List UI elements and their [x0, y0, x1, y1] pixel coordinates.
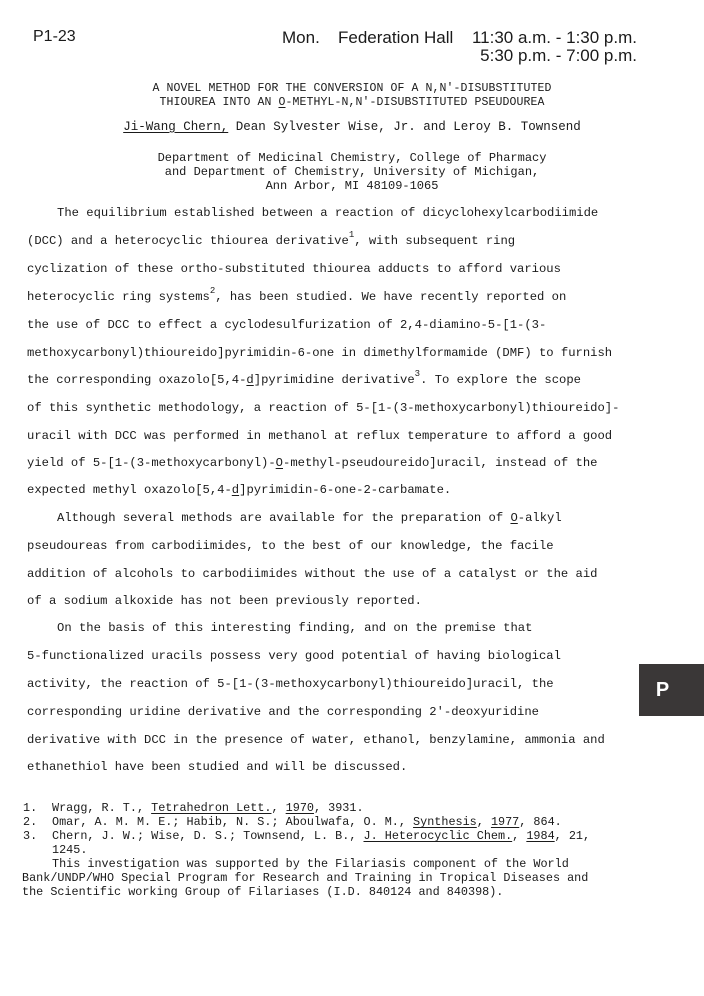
poster-id: P1-23 — [33, 28, 76, 45]
body-line — [27, 230, 516, 248]
body-line: The equilibrium established between a reaction of dicyclohexylcarbodiimide — [57, 206, 599, 220]
reference-pages: , 864. — [519, 815, 562, 829]
body-line: the use of DCC to effect a cyclodesulfurization of 2,4-diamino-5-[1-(3- — [27, 318, 547, 332]
reference-marker: 1 — [348, 230, 355, 240]
affiliation-line: Department of Medicinal Chemistry, College of Pharmacy — [157, 151, 547, 165]
reference-year: 1970 — [285, 801, 314, 815]
title-text: -METHYL-N,N'-DISUBSTITUTED PSEUDOUREA — [285, 96, 545, 109]
body-text: (DCC) and a heterocyclic thiourea derivative — [27, 234, 349, 248]
body-line: uracil with DCC was performed in methanol at reflux temperature to afford a good — [27, 429, 613, 443]
reference-journal: Tetrahedron Lett. — [151, 801, 272, 815]
body-text: , with subsequent ring — [354, 234, 516, 248]
affiliation-line: Ann Arbor, MI 48109-1065 — [265, 179, 439, 193]
body-line: On the basis of this interesting finding, and on the premise that — [57, 621, 533, 635]
reference-number: 1. — [23, 801, 38, 815]
session-venue: Federation Hall — [338, 28, 454, 47]
body-line: activity, the reaction of 5-[1-(3-methoxycarbonyl)thioureido]uracil, the — [27, 677, 554, 691]
body-text: . To explore the scope — [420, 373, 581, 387]
body-text: , has been studied. We have recently reported on — [215, 290, 567, 304]
section-tab-label: P — [655, 678, 670, 701]
body-line: cyclization of these ortho-substituted thiourea adducts to afford various — [27, 262, 561, 276]
body-text: the corresponding oxazolo[5,4- — [27, 373, 247, 387]
coauthors: Dean Sylvester Wise, Jr. and Leroy B. Townsend — [228, 120, 581, 134]
reference-authors: Omar, A. M. M. E.; Habib, N. S.; Aboulwafa, O. M., — [52, 815, 414, 829]
title-text: THIOUREA INTO AN — [159, 96, 279, 109]
reference-marker: 3 — [414, 369, 421, 379]
reference-authors: Wragg, R. T., — [52, 801, 152, 815]
reference-pages: , 21, — [554, 829, 591, 843]
body-line — [27, 286, 567, 304]
session-time-1: 11:30 a.m. - 1:30 p.m. — [471, 28, 637, 47]
separator: , — [512, 829, 527, 843]
body-text: ]pyrimidin-6-one-2-carbamate. — [239, 483, 452, 497]
body-line — [27, 483, 451, 497]
body-line — [27, 369, 581, 387]
italic-o: O — [275, 456, 283, 470]
body-line: of this synthetic methodology, a reaction of 5-[1-(3-methoxycarbonyl)thioureido]- — [27, 401, 620, 415]
body-text: Although several methods are available for the preparation of — [57, 511, 511, 525]
session-time-2: 5:30 p.m. - 7:00 p.m. — [480, 46, 637, 65]
reference-item — [52, 829, 590, 843]
author-list — [0, 120, 704, 134]
separator: , — [476, 815, 491, 829]
body-line: pseudoureas from carbodiimides, to the best of our knowledge, the facile — [27, 539, 554, 553]
body-line: ethanethiol have been studied and will be discussed. — [27, 760, 408, 774]
reference-journal: Synthesis — [413, 815, 477, 829]
body-text: heterocyclic ring systems — [27, 290, 210, 304]
reference-journal: J. Heterocyclic Chem. — [363, 829, 513, 843]
body-text: -methyl-pseudoureido]uracil, instead of the — [283, 456, 598, 470]
reference-year: 1977 — [490, 815, 520, 829]
body-line — [57, 511, 562, 525]
acknowledgment-line: Bank/UNDP/WHO Special Program for Research and Training in Tropical Diseases and — [22, 871, 589, 885]
reference-authors: Chern, J. W.; Wise, D. S.; Townsend, L. B., — [52, 829, 364, 843]
body-text: yield of 5-[1-(3-methoxycarbonyl)- — [27, 456, 276, 470]
section-tab — [639, 664, 704, 716]
session-day: Mon. — [282, 28, 320, 47]
body-line: of a sodium alkoxide has not been previously reported. — [27, 594, 422, 608]
body-line: methoxycarbonyl)thioureido]pyrimidin-6-one in dimethylformamide (DMF) to furnish — [27, 346, 613, 360]
italic-d: d — [231, 483, 240, 497]
reference-marker: 2 — [209, 286, 216, 296]
reference-item — [52, 801, 364, 815]
title-italic-o: O — [278, 96, 286, 109]
reference-year: 1984 — [526, 829, 555, 843]
reference-continuation: 1245. — [52, 843, 88, 857]
affiliation-line: and Department of Chemistry, University of Michigan, — [164, 165, 540, 179]
acknowledgment-line: the Scientific working Group of Filariases (I.D. 840124 and 840398). — [22, 885, 504, 899]
body-line: corresponding uridine derivative and the corresponding 2'-deoxyuridine — [27, 705, 539, 719]
presenting-author: Ji-Wang Chern, — [123, 120, 229, 134]
reference-number: 2. — [23, 815, 38, 829]
body-line: 5-functionalized uracils possess very good potential of having biological — [27, 649, 561, 663]
body-line: derivative with DCC in the presence of water, ethanol, benzylamine, ammonia and — [27, 733, 605, 747]
italic-d: d — [246, 373, 254, 387]
reference-pages: , 3931. — [313, 801, 364, 815]
body-text: -alkyl — [517, 511, 562, 525]
italic-o: O — [510, 511, 518, 525]
reference-item — [52, 815, 562, 829]
paper-title-line-1: A NOVEL METHOD FOR THE CONVERSION OF A N,N'-DISUBSTITUTED — [152, 82, 552, 95]
reference-number: 3. — [23, 829, 38, 843]
separator: , — [271, 801, 286, 815]
acknowledgment-line: This investigation was supported by the Filariasis component of the World — [52, 857, 569, 871]
body-line — [27, 456, 598, 470]
paper-title-line-2 — [0, 96, 704, 109]
body-text: expected methyl oxazolo[5,4- — [27, 483, 232, 497]
body-line: addition of alcohols to carbodiimides without the use of a catalyst or the aid — [27, 567, 598, 581]
body-text: ]pyrimidine derivative — [253, 373, 415, 387]
